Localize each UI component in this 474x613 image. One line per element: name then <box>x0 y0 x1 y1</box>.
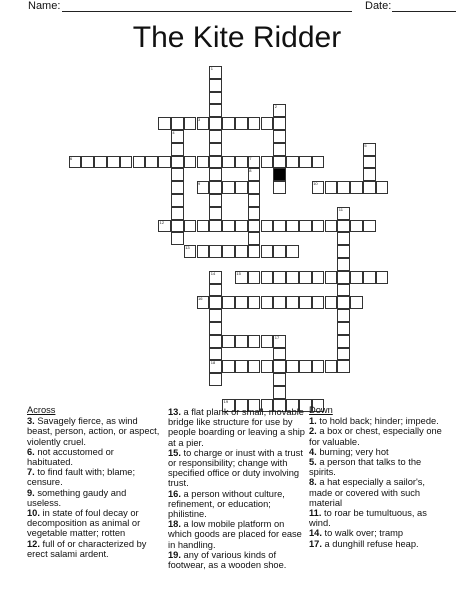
grid-cell[interactable] <box>222 156 235 169</box>
clue-text: something gaudy and useless. <box>27 487 127 508</box>
clue-text: Savagely fierce, as wind beast, person, action, or aspect, violently cruel. <box>27 416 160 447</box>
grid-clue-number: 15 <box>236 270 241 276</box>
grid-clue-number: 9 <box>198 181 201 187</box>
grid-cell[interactable] <box>235 220 248 233</box>
grid-clue-number: 4 <box>172 130 175 135</box>
grid-cell[interactable] <box>209 130 222 143</box>
grid-cell[interactable] <box>222 335 235 348</box>
grid-cell[interactable] <box>209 284 222 297</box>
clue-text: burning; very hot <box>319 446 389 457</box>
clue-item <box>309 539 449 549</box>
clue-text: a dunghill refuse heap. <box>324 538 419 549</box>
grid-cell[interactable] <box>312 156 325 169</box>
grid-cell[interactable] <box>235 156 248 169</box>
grid-clue-number: 12 <box>159 219 165 225</box>
grid-clue-number: 2 <box>274 104 278 110</box>
puzzle-title: The Kite Ridder <box>132 21 342 54</box>
clue-text: to charge or inust with a trust or responsibility; change with specified office or duty involving trust. <box>168 447 303 489</box>
clue-text: to roar be tumultuous, as wind. <box>309 508 427 529</box>
clue-number: 2. <box>309 426 317 437</box>
grid-cell[interactable] <box>299 156 312 169</box>
clue-text: a hat especially a sailor's, made or covered with such material <box>309 477 426 508</box>
clue-item <box>27 508 161 539</box>
grid-cell[interactable] <box>299 271 312 284</box>
clue-item <box>309 416 449 426</box>
grid-cell[interactable] <box>209 335 222 348</box>
grid-cell[interactable] <box>325 360 338 373</box>
clue-item <box>168 407 308 448</box>
grid-cell[interactable] <box>248 117 261 130</box>
grid-cell[interactable] <box>248 220 261 233</box>
grid-cell[interactable] <box>363 168 376 181</box>
clue-number: 4. <box>309 446 317 457</box>
grid-cell[interactable] <box>363 156 376 169</box>
grid-cell[interactable] <box>337 296 350 309</box>
grid-cell[interactable] <box>235 335 248 348</box>
grid-cell[interactable] <box>248 207 261 220</box>
grid-cell[interactable] <box>376 181 389 194</box>
grid-cell[interactable] <box>171 117 184 130</box>
grid-cell[interactable] <box>248 271 261 284</box>
grid-cell[interactable] <box>209 92 222 105</box>
black-square <box>273 168 286 181</box>
grid-cell[interactable] <box>337 258 350 271</box>
grid-cell[interactable] <box>222 296 235 309</box>
grid-cell[interactable] <box>337 322 350 335</box>
clue-text: a box or chest, especially one for valuable. <box>309 426 442 447</box>
grid-cell[interactable] <box>261 360 274 373</box>
grid-cell[interactable] <box>171 232 184 245</box>
grid-cell[interactable] <box>350 271 363 284</box>
grid-cell[interactable] <box>325 181 338 194</box>
grid-cell[interactable] <box>273 220 286 233</box>
grid-cell[interactable] <box>209 156 222 169</box>
grid-cell[interactable] <box>107 156 120 169</box>
clue-number: 8. <box>309 477 317 488</box>
grid-clue-number: 1 <box>210 66 214 71</box>
across-clues-continued <box>168 407 308 570</box>
grid-cell[interactable] <box>209 181 222 194</box>
clue-number: 16. <box>168 488 181 499</box>
grid-cell[interactable] <box>337 245 350 258</box>
clue-item <box>27 467 161 487</box>
grid-clue-number: 14 <box>210 270 216 276</box>
grid-cell[interactable] <box>248 335 261 348</box>
grid-cell[interactable] <box>209 168 222 181</box>
clue-number: 10. <box>27 508 40 519</box>
grid-cell[interactable] <box>273 156 286 169</box>
grid-cell[interactable] <box>273 296 286 309</box>
grid-cell[interactable] <box>209 207 222 220</box>
grid-cell[interactable] <box>209 79 222 92</box>
grid-cell[interactable] <box>209 373 222 386</box>
grid-cell[interactable] <box>337 335 350 348</box>
grid-cell[interactable] <box>273 386 286 399</box>
grid-cell[interactable] <box>273 143 286 156</box>
down-clues <box>309 405 449 549</box>
grid-cell[interactable] <box>184 117 197 130</box>
grid-cell[interactable] <box>286 245 299 258</box>
grid-cell[interactable] <box>248 232 261 245</box>
clue-item <box>168 448 308 489</box>
grid-cell[interactable] <box>325 220 338 233</box>
grid-cell[interactable] <box>209 117 222 130</box>
grid-cell[interactable] <box>299 360 312 373</box>
grid-clue-number: 19 <box>223 398 229 404</box>
clue-number: 13. <box>168 407 181 417</box>
clue-item <box>27 539 161 559</box>
grid-cell[interactable] <box>171 168 184 181</box>
grid-cell[interactable] <box>325 296 338 309</box>
grid-cell[interactable] <box>261 245 274 258</box>
clue-number: 17. <box>309 538 322 549</box>
grid-clue-number: 3 <box>198 117 201 123</box>
grid-clue-number: 13 <box>185 245 190 251</box>
grid-cell[interactable] <box>286 360 299 373</box>
clue-item <box>27 447 161 467</box>
grid-cell[interactable] <box>209 296 222 309</box>
grid-cell[interactable] <box>261 335 274 348</box>
grid-cell[interactable] <box>261 271 274 284</box>
clue-number: 11. <box>309 508 322 519</box>
grid-cell[interactable] <box>209 322 222 335</box>
grid-cell[interactable] <box>197 156 210 169</box>
down-heading: Down <box>309 405 333 415</box>
grid-cell[interactable] <box>337 360 350 373</box>
grid-cell[interactable] <box>350 296 363 309</box>
grid-cell[interactable] <box>171 207 184 220</box>
clue-number: 9. <box>27 487 35 498</box>
grid-cell[interactable] <box>222 181 235 194</box>
grid-cell[interactable] <box>184 156 197 169</box>
grid-cell[interactable] <box>337 309 350 322</box>
grid-cell[interactable] <box>312 360 325 373</box>
grid-cell[interactable] <box>261 117 274 130</box>
grid-cell[interactable] <box>222 117 235 130</box>
grid-cell[interactable] <box>248 181 261 194</box>
grid-cell[interactable] <box>273 360 286 373</box>
grid-cell[interactable] <box>286 220 299 233</box>
clue-item <box>168 550 308 570</box>
grid-cell[interactable] <box>222 245 235 258</box>
grid-cell[interactable] <box>261 220 274 233</box>
grid-cell[interactable] <box>120 156 133 169</box>
grid-cell[interactable] <box>184 220 197 233</box>
clue-number: 15. <box>168 447 181 458</box>
grid-cell[interactable] <box>286 271 299 284</box>
clue-item <box>309 426 449 446</box>
clue-item <box>309 508 449 528</box>
clue-text: a person that talks to the spirits. <box>309 457 422 478</box>
clue-text: any of various kinds of footwear, as a wooden shoe. <box>168 549 287 571</box>
grid-cell[interactable] <box>299 296 312 309</box>
grid-clue-number: 7 <box>249 155 252 161</box>
date-label: Date: <box>365 0 392 12</box>
grid-cell[interactable] <box>209 143 222 156</box>
grid-cell[interactable] <box>312 220 325 233</box>
grid-cell[interactable] <box>81 156 94 169</box>
grid-cell[interactable] <box>273 130 286 143</box>
clue-number: 12. <box>27 538 40 549</box>
grid-cell[interactable] <box>235 181 248 194</box>
grid-cell[interactable] <box>133 156 146 169</box>
grid-clue-number: 8 <box>249 168 252 174</box>
clue-number: 6. <box>27 446 35 457</box>
clue-number: 1. <box>309 416 317 427</box>
grid-cell[interactable] <box>171 194 184 207</box>
grid-cell[interactable] <box>222 360 235 373</box>
across-clues <box>27 405 161 559</box>
grid-clue-number: 18 <box>210 360 216 366</box>
grid-cell[interactable] <box>273 117 286 130</box>
clue-text: a low mobile platform on which goods are placed for ease in handling. <box>168 519 302 550</box>
grid-cell[interactable] <box>209 309 222 322</box>
clue-number: 7. <box>27 467 35 478</box>
clue-number: 3. <box>27 416 35 427</box>
grid-cell[interactable] <box>158 156 171 169</box>
grid-clue-number: 17 <box>274 334 280 340</box>
grid-cell[interactable] <box>337 220 350 233</box>
grid-cell[interactable] <box>248 360 261 373</box>
grid-cell[interactable] <box>350 220 363 233</box>
clue-text: to find fault with; blame; censure. <box>27 467 136 488</box>
grid-cell[interactable] <box>273 245 286 258</box>
grid-cell[interactable] <box>337 271 350 284</box>
clue-text: full of or characterized by erect salami ardent. <box>27 538 147 559</box>
grid-cell[interactable] <box>248 296 261 309</box>
grid-cell[interactable] <box>171 220 184 233</box>
clue-text: a flat plank or small, movable bridge like structure for use by people boarding or leaving a ship at a pier. <box>168 407 305 448</box>
clue-text: not accustomed or habituated. <box>27 446 114 468</box>
grid-cell[interactable] <box>363 220 376 233</box>
grid-cell[interactable] <box>337 348 350 361</box>
grid-clue-number: 10 <box>313 181 318 187</box>
clue-number: 5. <box>309 457 317 468</box>
clue-item <box>168 519 308 550</box>
grid-cell[interactable] <box>273 348 286 361</box>
grid-cell[interactable] <box>209 104 222 117</box>
grid-cell[interactable] <box>376 271 389 284</box>
grid-cell[interactable] <box>158 117 171 130</box>
grid-cell[interactable] <box>235 360 248 373</box>
grid-clue-number: 6 <box>70 155 73 161</box>
grid-cell[interactable] <box>222 220 235 233</box>
grid-cell[interactable] <box>286 156 299 169</box>
grid-cell[interactable] <box>145 156 158 169</box>
grid-cell[interactable] <box>299 220 312 233</box>
clue-text: a person without culture, refinement, or education; philistine. <box>168 488 285 520</box>
grid-cell[interactable] <box>94 156 107 169</box>
grid-cell[interactable] <box>312 271 325 284</box>
grid-cell[interactable] <box>171 156 184 169</box>
grid-cell[interactable] <box>363 181 376 194</box>
grid-cell[interactable] <box>312 296 325 309</box>
grid-cell[interactable] <box>171 181 184 194</box>
grid-cell[interactable] <box>197 245 210 258</box>
grid-cell[interactable] <box>363 271 376 284</box>
across-heading: Across <box>27 405 56 415</box>
grid-cell[interactable] <box>273 181 286 194</box>
clue-text: to walk over; tramp <box>324 528 404 539</box>
clue-number: 18. <box>168 519 181 530</box>
grid-cell[interactable] <box>337 181 350 194</box>
grid-cell[interactable] <box>197 220 210 233</box>
grid-cell[interactable] <box>235 245 248 258</box>
clue-item <box>309 477 449 508</box>
grid-cell[interactable] <box>350 181 363 194</box>
grid-clue-number: 11 <box>338 206 343 212</box>
grid-cell[interactable] <box>273 373 286 386</box>
clue-text: to hold back; hinder; impede. <box>319 416 439 427</box>
grid-cell[interactable] <box>209 194 222 207</box>
clue-item <box>309 447 449 457</box>
grid-cell[interactable] <box>235 296 248 309</box>
clue-item <box>309 528 449 538</box>
grid-cell[interactable] <box>209 220 222 233</box>
grid-cell[interactable] <box>337 284 350 297</box>
grid-cell[interactable] <box>248 245 261 258</box>
grid-cell[interactable] <box>286 296 299 309</box>
clue-text: in state of foul decay or decomposition as animal or vegetable matter; rotten <box>27 508 141 539</box>
grid-cell[interactable] <box>325 271 338 284</box>
grid-clue-number: 5 <box>364 142 367 148</box>
clue-item <box>309 457 449 477</box>
grid-cell[interactable] <box>209 245 222 258</box>
name-label: Name: <box>28 0 61 12</box>
clue-item <box>168 489 308 520</box>
grid-cell[interactable] <box>209 348 222 361</box>
grid-cell[interactable] <box>261 156 274 169</box>
clue-item <box>27 488 161 508</box>
grid-cell[interactable] <box>235 117 248 130</box>
clue-number: 19. <box>168 549 181 560</box>
grid-cell[interactable] <box>261 296 274 309</box>
clue-number: 14. <box>309 528 322 539</box>
grid-cell[interactable] <box>273 271 286 284</box>
grid-cell[interactable] <box>337 232 350 245</box>
grid-cell[interactable] <box>171 143 184 156</box>
clue-item <box>27 416 161 447</box>
grid-clue-number: 16 <box>198 296 203 302</box>
grid-cell[interactable] <box>248 194 261 207</box>
